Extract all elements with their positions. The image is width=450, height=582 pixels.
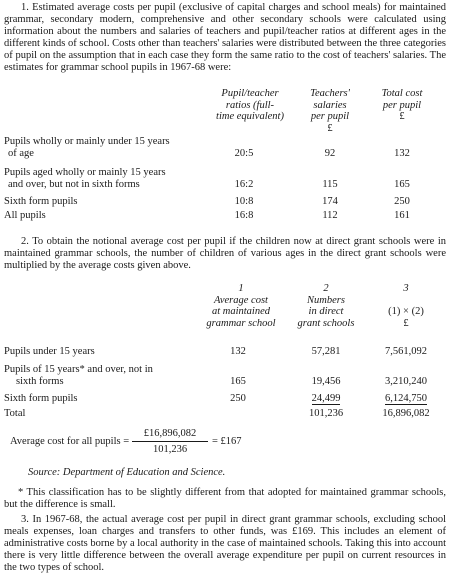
row-label-line: Pupils wholly or mainly under 15 years — [4, 136, 170, 147]
header-line: grant schools — [297, 317, 355, 329]
header-line: Teachers' — [310, 88, 350, 99]
header-line: per pupil — [382, 99, 422, 111]
header-line: time equivalent) — [216, 111, 284, 122]
cell-ratio: 16:8 — [234, 210, 254, 221]
table-row-label: Sixth form pupils — [4, 393, 78, 404]
header-line: in direct — [308, 306, 344, 317]
header-product — [370, 283, 442, 329]
cell-numbers: 19,456 — [311, 376, 341, 387]
cell-average-cost: 250 — [230, 393, 246, 404]
cell-numbers: 57,281 — [311, 346, 341, 357]
cell-total: 165 — [394, 179, 410, 190]
table-row-label: All pupils — [4, 210, 46, 221]
formula-label: Average cost for all pupils = — [10, 436, 130, 447]
row-label-line: sixth forms — [16, 376, 64, 387]
column-number: 2 — [323, 283, 329, 294]
header-line: grammar school — [206, 317, 276, 329]
header-pupil-teacher-ratios — [210, 88, 290, 123]
product-underlined — [370, 393, 442, 405]
cell-salaries: 115 — [322, 179, 338, 190]
header-total-cost — [372, 88, 432, 123]
header-average-cost — [196, 283, 286, 329]
paragraph-2: 2. To obtain the notional average cost per pupil if the children now at direct grant schools were in maintained grammar schools, the number of children of various ages in the direct grant schools were multiplied by the average costs given above. — [4, 236, 446, 271]
table-row-label: Sixth form pupils — [4, 196, 78, 207]
cell-ratio: 16:2 — [234, 179, 254, 190]
cell-product: 16,896,082 — [382, 408, 430, 419]
cell-product: 7,561,092 — [385, 346, 427, 357]
cell-average-cost: 132 — [230, 346, 246, 357]
cell-total: 132 — [394, 148, 410, 159]
cell-product: 3,210,240 — [385, 376, 427, 387]
header-teachers-salaries — [300, 88, 360, 134]
formula-result: = £167 — [212, 436, 242, 447]
table-row-label — [4, 364, 153, 388]
column-number: 3 — [403, 283, 409, 294]
header-line: ratios (full- — [225, 99, 275, 111]
row-label-line: and over, but not in sixth forms — [8, 179, 140, 190]
header-line: Pupil/teacher — [221, 88, 279, 99]
cell-salaries: 92 — [324, 148, 336, 159]
header-line: Average cost — [214, 294, 268, 306]
header-line: per pupil — [310, 111, 350, 122]
header-line: £ — [403, 317, 409, 329]
header-numbers — [288, 283, 364, 329]
table-row-label — [4, 136, 170, 160]
cell-numbers: 24,499 — [311, 393, 341, 404]
row-label-line: of age — [8, 148, 34, 159]
cell-ratio: 20:5 — [234, 148, 254, 159]
row-label-line: Pupils of 15 years* and over, not in — [4, 364, 153, 375]
cell-numbers: 101,236 — [308, 408, 344, 419]
header-line: (1) × (2) — [388, 306, 424, 317]
footnote: * This classification has to be slightly different from that adopted for maintained grammar schools, but the difference is small. — [4, 487, 446, 510]
source-note — [28, 467, 225, 479]
header-line: salaries — [313, 99, 347, 111]
header-line: £ — [399, 111, 405, 122]
formula-numerator: £16,896,082 — [132, 428, 208, 442]
cell-salaries: 112 — [322, 210, 338, 221]
cell-product: 6,124,750 — [385, 393, 427, 404]
cell-average-cost: 165 — [230, 376, 246, 387]
header-line: Numbers — [307, 294, 345, 306]
formula-denominator: 101,236 — [152, 444, 188, 455]
cell-salaries: 174 — [322, 196, 338, 207]
cell-total: 250 — [394, 196, 410, 207]
column-number: 1 — [238, 283, 244, 294]
table-row-label: Total — [4, 408, 26, 419]
table-row-label: Pupils under 15 years — [4, 346, 95, 357]
cell-total: 161 — [394, 210, 410, 221]
paragraph-1: 1. Estimated average costs per pupil (exclusive of capital charges and school meals) for maintained grammar, secondary modern, comprehensive and other secondary schools were calculated using information about the numbers and salaries of teachers and pupil/teacher ratios at different ages in the different kinds of school. Costs other than teachers' salaries were distributed between the three categories of pupil on the assumption that in each case they form the same ratio to the cost of teachers' salaries. The estimates for grammar school pupils in 1967-68 were: — [4, 2, 446, 73]
table-row-label — [4, 167, 166, 191]
cell-ratio: 10:8 — [234, 196, 254, 207]
header-line: Total cost — [381, 88, 423, 99]
source-text: Source: Department of Education and Science. — [28, 467, 226, 478]
row-label-line: Pupils aged wholly or mainly 15 years — [4, 167, 166, 178]
header-line: at maintained — [211, 306, 271, 317]
paragraph-3: 3. In 1967-68, the actual average cost per pupil in direct grant grammar schools, excluding school meals expenses, loan charges and transfers to other funds, was £169. This includes an element of administrative costs borne by a local authority in the case of maintained schools. Taking this into account there is very little difference between the overall average expenditure per pupil on current resources in the two types of school. — [4, 514, 447, 573]
header-line: £ — [327, 122, 333, 134]
numbers-underlined — [304, 393, 348, 405]
